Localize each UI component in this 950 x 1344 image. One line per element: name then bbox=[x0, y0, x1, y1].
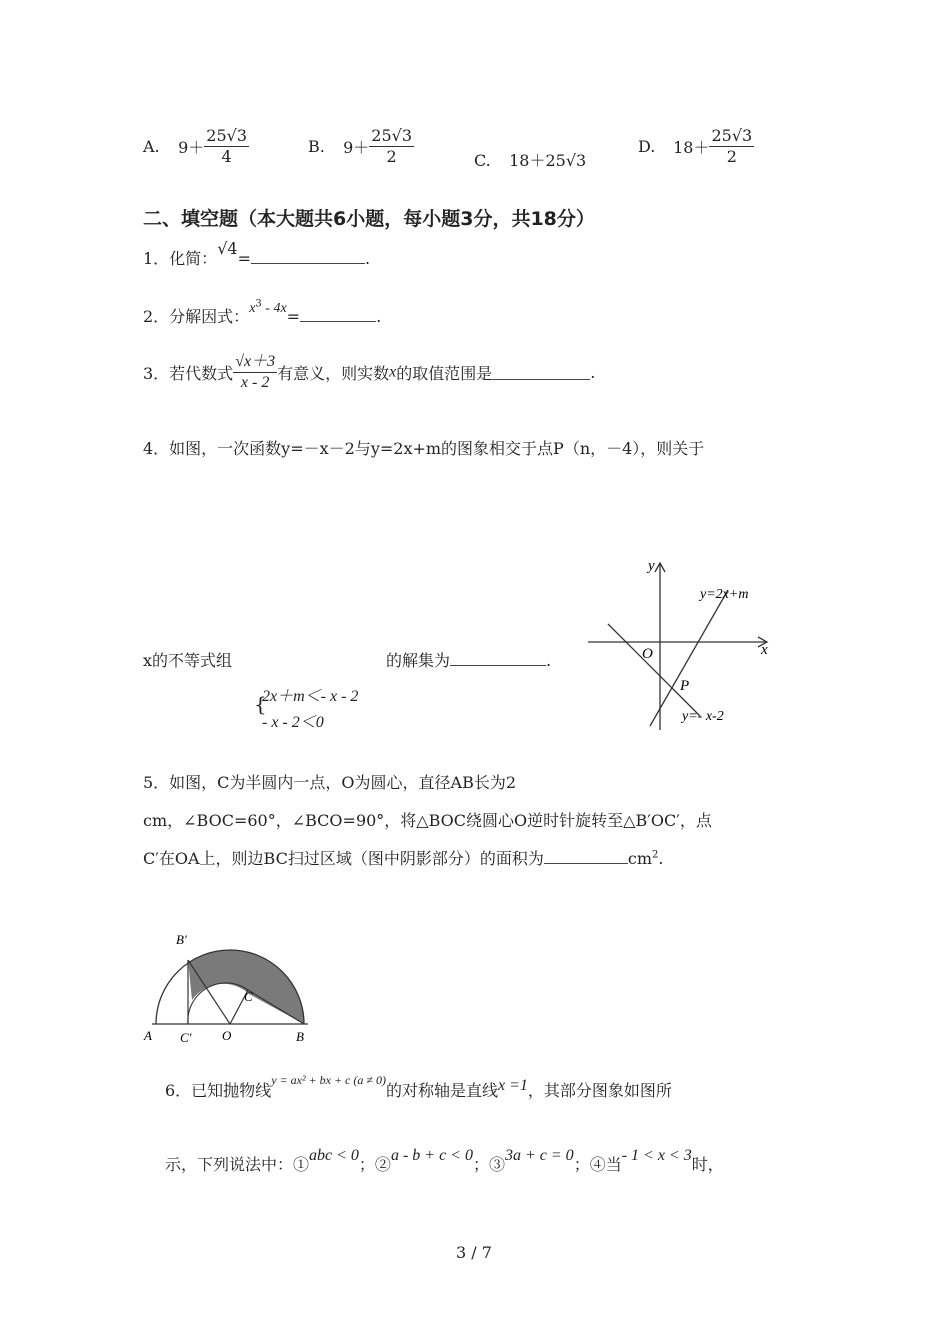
q2-expr-rest: - 4x bbox=[261, 301, 287, 316]
option-c-expr: 18＋25√3 bbox=[509, 151, 587, 170]
q3-rest: 有意义，则实数 bbox=[277, 364, 390, 383]
q4-line1: 4．如图，一次函数y=－x－2与y=2x+m的图象相交于点P（n，－4），则关于 bbox=[143, 439, 705, 458]
q6-equation: y = ax² + bx + c (a ≠ 0) bbox=[271, 1073, 386, 1087]
q5-figure bbox=[140, 922, 320, 1048]
q6-sep1: ；② bbox=[358, 1155, 391, 1174]
q6-statement2: a - b + c < 0 bbox=[390, 1147, 473, 1164]
q6-sep2: ；③ bbox=[472, 1155, 505, 1174]
q2-text: 2．分解因式： bbox=[143, 307, 250, 326]
option-a bbox=[143, 126, 249, 167]
option-b-whole: 9＋ bbox=[343, 138, 370, 157]
option-b bbox=[308, 126, 414, 167]
q4-answer-blank[interactable] bbox=[450, 651, 546, 666]
q5-answer-blank[interactable] bbox=[544, 849, 628, 864]
q4-system bbox=[262, 684, 358, 736]
q3-den: x - 2 bbox=[240, 374, 270, 391]
q4-sys1: 2x＋m＜- x - 2 bbox=[262, 688, 359, 705]
option-a-label: A. bbox=[143, 137, 160, 156]
q3-text: 3．若代数式 bbox=[143, 364, 234, 383]
q1-end: . bbox=[364, 249, 371, 268]
q5-unit: cm bbox=[627, 849, 652, 868]
q6-line1a: 6．已知抛物线 bbox=[165, 1081, 272, 1100]
option-d-num: 25√3 bbox=[711, 126, 753, 145]
brace-icon: { bbox=[254, 692, 267, 716]
q1-eq: = bbox=[237, 249, 251, 268]
graph-origin-label: O bbox=[642, 646, 653, 662]
q6-line1 bbox=[165, 1073, 672, 1101]
option-d-fraction bbox=[709, 126, 754, 167]
q2-answer-blank[interactable] bbox=[300, 307, 376, 322]
fig-label-o: O bbox=[222, 1028, 232, 1043]
q3-rest2: 的取值范围是 bbox=[396, 364, 493, 383]
question-1 bbox=[143, 239, 371, 269]
fig-label-cp: C′ bbox=[180, 1030, 192, 1045]
q6-line2a: 示，下列说法中：① bbox=[165, 1155, 310, 1174]
q3-answer-blank[interactable] bbox=[492, 365, 590, 380]
q2-eq: = bbox=[286, 307, 301, 326]
option-d-den: 2 bbox=[726, 147, 737, 166]
q5-unit-exp: 2 bbox=[652, 849, 659, 861]
q1-expr: √4 bbox=[217, 239, 238, 258]
graph-line2-label: y=- x-2 bbox=[682, 709, 724, 724]
q6-statement3: 3a + c = 0 bbox=[504, 1147, 574, 1164]
q6-line2 bbox=[165, 1147, 724, 1175]
option-a-fraction bbox=[204, 126, 249, 167]
option-a-num: 25√3 bbox=[206, 126, 248, 145]
fig-label-a: A bbox=[144, 1028, 152, 1043]
q6-line2-end: 时， bbox=[691, 1155, 724, 1174]
question-2 bbox=[143, 298, 382, 327]
q4-system-brace bbox=[254, 684, 358, 736]
option-d-whole: 18＋ bbox=[673, 138, 710, 157]
q2-expr bbox=[249, 300, 286, 316]
q3-end: . bbox=[590, 363, 596, 382]
q4-sys2: - x - 2＜0 bbox=[262, 714, 324, 731]
option-d-label: D. bbox=[638, 137, 656, 156]
q6-statement1: abc < 0 bbox=[309, 1147, 359, 1164]
option-a-den: 4 bbox=[221, 147, 232, 166]
option-c bbox=[474, 148, 586, 171]
q4-line2b bbox=[386, 648, 551, 671]
option-a-whole: 9＋ bbox=[178, 138, 205, 157]
fig-label-b: B bbox=[296, 1029, 304, 1044]
graph-p-label: P bbox=[680, 678, 690, 694]
option-b-den: 2 bbox=[386, 147, 397, 166]
option-b-fraction bbox=[369, 126, 414, 167]
q2-end: . bbox=[376, 307, 382, 326]
graph-x-label: x bbox=[761, 642, 768, 658]
q4-line2b-text: 的解集为 bbox=[386, 651, 451, 670]
option-d bbox=[638, 126, 754, 167]
q6-axis: x =1 bbox=[497, 1077, 528, 1094]
q5-line3 bbox=[143, 846, 663, 869]
q6-sep3: ；④当 bbox=[573, 1155, 622, 1174]
option-b-num: 25√3 bbox=[371, 126, 413, 145]
q5-end: . bbox=[658, 849, 664, 868]
section-heading: 二、填空题（本大题共6小题，每小题3分，共18分） bbox=[143, 208, 595, 230]
q2-var: x bbox=[249, 301, 256, 316]
q1-text: 1．化简： bbox=[143, 249, 218, 268]
q3-fraction bbox=[233, 352, 277, 393]
q1-answer-blank[interactable] bbox=[251, 249, 365, 264]
q3-var: x bbox=[389, 363, 397, 381]
q6-statement4: - 1 < x < 3 bbox=[621, 1147, 692, 1164]
q4-end: . bbox=[546, 651, 552, 670]
q2-exp: 3 bbox=[255, 298, 262, 310]
graph-line1-label: y=2x+m bbox=[700, 587, 749, 602]
fig-label-c: C bbox=[244, 989, 253, 1004]
q5-line3-text: C′在OA上，则边BC扫过区域（图中阴影部分）的面积为 bbox=[143, 849, 544, 868]
q3-num: √x＋3 bbox=[233, 352, 277, 373]
graph-y-label: y bbox=[648, 558, 655, 574]
q5-line1: 5．如图，C为半圆内一点，O为圆心，直径AB长为2 bbox=[143, 773, 517, 792]
q4-line2a: x的不等式组 bbox=[143, 651, 233, 670]
option-c-label: C. bbox=[474, 151, 491, 170]
q6-line1b: 的对称轴是直线 bbox=[385, 1081, 498, 1100]
q6-line1c: ，其部分图象如图所 bbox=[527, 1081, 672, 1100]
question-3 bbox=[143, 352, 595, 393]
option-b-label: B. bbox=[308, 137, 325, 156]
q5-line2: cm，∠BOC=60°，∠BCO=90°，将△BOC绕圆心O逆时针旋转至△B′OC′，点 bbox=[143, 811, 712, 830]
q4-graph bbox=[580, 554, 776, 736]
fig-label-bp: B′ bbox=[176, 932, 187, 947]
page-number: 3 / 7 bbox=[456, 1243, 492, 1262]
